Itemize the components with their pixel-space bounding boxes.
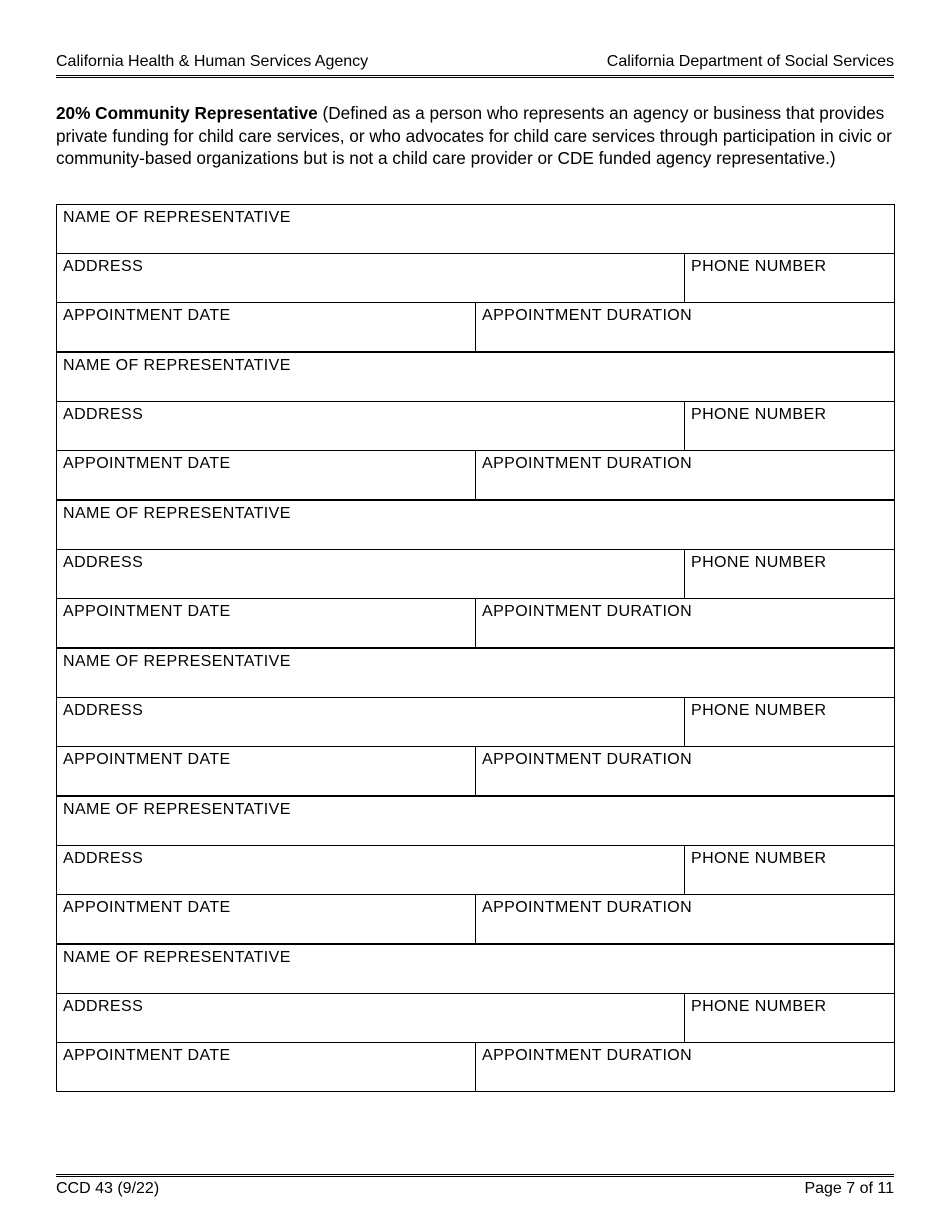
representative-entry bbox=[57, 205, 894, 353]
appointment-row bbox=[57, 895, 894, 943]
field-label: ADDRESS bbox=[63, 406, 144, 423]
representative-entry bbox=[57, 945, 894, 1091]
section-intro bbox=[56, 102, 896, 170]
field-label: APPOINTMENT DATE bbox=[63, 899, 231, 916]
header-divider bbox=[56, 75, 894, 78]
name-row bbox=[57, 501, 894, 550]
representative-name-field[interactable] bbox=[57, 501, 894, 549]
address-field[interactable] bbox=[57, 994, 685, 1042]
field-label: PHONE NUMBER bbox=[691, 258, 827, 275]
address-row bbox=[57, 550, 894, 599]
representative-entry bbox=[57, 353, 894, 501]
field-label: APPOINTMENT DATE bbox=[63, 307, 231, 324]
form-id: CCD 43 (9/22) bbox=[56, 1180, 160, 1197]
appointment-row bbox=[57, 599, 894, 647]
field-label: PHONE NUMBER bbox=[691, 998, 827, 1015]
appointment-duration-field[interactable] bbox=[476, 1043, 894, 1091]
field-label: APPOINTMENT DURATION bbox=[482, 455, 693, 472]
field-label: ADDRESS bbox=[63, 850, 144, 867]
field-label: APPOINTMENT DURATION bbox=[482, 307, 693, 324]
page-number: Page 7 of 11 bbox=[804, 1180, 894, 1197]
field-label: APPOINTMENT DURATION bbox=[482, 899, 693, 916]
representative-entry bbox=[57, 649, 894, 797]
representative-name-field[interactable] bbox=[57, 945, 894, 993]
address-field[interactable] bbox=[57, 550, 685, 598]
appointment-duration-field[interactable] bbox=[476, 895, 894, 943]
phone-number-field[interactable] bbox=[685, 698, 894, 746]
address-field[interactable] bbox=[57, 402, 685, 450]
field-label: NAME OF REPRESENTATIVE bbox=[63, 505, 291, 522]
field-label: PHONE NUMBER bbox=[691, 850, 827, 867]
name-row bbox=[57, 945, 894, 994]
appointment-date-field[interactable] bbox=[57, 599, 476, 647]
page-footer bbox=[56, 1180, 894, 1202]
field-label: NAME OF REPRESENTATIVE bbox=[63, 801, 291, 818]
section-title: 20% Community Representative bbox=[56, 103, 318, 123]
phone-number-field[interactable] bbox=[685, 254, 894, 302]
field-label: APPOINTMENT DATE bbox=[63, 603, 231, 620]
appointment-duration-field[interactable] bbox=[476, 747, 894, 795]
page-header bbox=[56, 52, 894, 74]
appointment-date-field[interactable] bbox=[57, 303, 476, 351]
appointment-date-field[interactable] bbox=[57, 451, 476, 499]
phone-number-field[interactable] bbox=[685, 994, 894, 1042]
name-row bbox=[57, 649, 894, 698]
name-row bbox=[57, 353, 894, 402]
field-label: ADDRESS bbox=[63, 554, 144, 571]
appointment-row bbox=[57, 303, 894, 351]
field-label: NAME OF REPRESENTATIVE bbox=[63, 653, 291, 670]
name-row bbox=[57, 797, 894, 846]
field-label: NAME OF REPRESENTATIVE bbox=[63, 357, 291, 374]
field-label: ADDRESS bbox=[63, 998, 144, 1015]
field-label: NAME OF REPRESENTATIVE bbox=[63, 949, 291, 966]
representative-name-field[interactable] bbox=[57, 353, 894, 401]
appointment-duration-field[interactable] bbox=[476, 303, 894, 351]
footer-divider bbox=[56, 1174, 894, 1177]
appointment-date-field[interactable] bbox=[57, 895, 476, 943]
appointment-row bbox=[57, 451, 894, 499]
name-row bbox=[57, 205, 894, 254]
field-label: APPOINTMENT DATE bbox=[63, 455, 231, 472]
address-row bbox=[57, 254, 894, 303]
representative-name-field[interactable] bbox=[57, 205, 894, 253]
field-label: PHONE NUMBER bbox=[691, 702, 827, 719]
appointment-date-field[interactable] bbox=[57, 1043, 476, 1091]
section-description: (Defined as a person who represents an agency or business that provides private funding for child care services, or who advocates for child care services through participation in civic or community-based organizations but is not a child care provider or CDE funded agency representative.) bbox=[56, 103, 892, 168]
address-row bbox=[57, 402, 894, 451]
phone-number-field[interactable] bbox=[685, 550, 894, 598]
field-label: APPOINTMENT DATE bbox=[63, 1047, 231, 1064]
field-label: APPOINTMENT DURATION bbox=[482, 603, 693, 620]
field-label: APPOINTMENT DURATION bbox=[482, 1047, 693, 1064]
representative-form bbox=[56, 204, 895, 1092]
appointment-duration-field[interactable] bbox=[476, 451, 894, 499]
field-label: APPOINTMENT DURATION bbox=[482, 751, 693, 768]
representative-entry bbox=[57, 501, 894, 649]
address-row bbox=[57, 994, 894, 1043]
phone-number-field[interactable] bbox=[685, 402, 894, 450]
address-field[interactable] bbox=[57, 698, 685, 746]
agency-name: California Health & Human Services Agency bbox=[56, 53, 369, 70]
field-label: PHONE NUMBER bbox=[691, 554, 827, 571]
address-field[interactable] bbox=[57, 846, 685, 894]
field-label: NAME OF REPRESENTATIVE bbox=[63, 209, 291, 226]
address-field[interactable] bbox=[57, 254, 685, 302]
address-row bbox=[57, 698, 894, 747]
field-label: PHONE NUMBER bbox=[691, 406, 827, 423]
appointment-duration-field[interactable] bbox=[476, 599, 894, 647]
appointment-row bbox=[57, 747, 894, 795]
field-label: ADDRESS bbox=[63, 258, 144, 275]
address-row bbox=[57, 846, 894, 895]
department-name: California Department of Social Services bbox=[606, 53, 894, 70]
representative-entry bbox=[57, 797, 894, 945]
representative-name-field[interactable] bbox=[57, 649, 894, 697]
appointment-row bbox=[57, 1043, 894, 1091]
phone-number-field[interactable] bbox=[685, 846, 894, 894]
field-label: APPOINTMENT DATE bbox=[63, 751, 231, 768]
appointment-date-field[interactable] bbox=[57, 747, 476, 795]
field-label: ADDRESS bbox=[63, 702, 144, 719]
representative-name-field[interactable] bbox=[57, 797, 894, 845]
